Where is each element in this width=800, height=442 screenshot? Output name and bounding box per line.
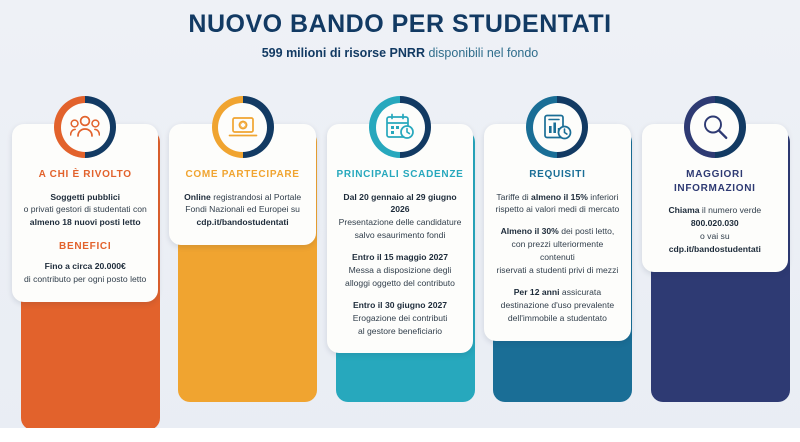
card-icon-badge — [54, 96, 116, 158]
card-heading: REQUISITI — [529, 169, 586, 180]
magnifier-icon — [690, 103, 739, 152]
card-paragraph: Per 12 anni assicurata destinazione d'uso prevalente dell'immobile a studentato — [500, 286, 615, 323]
card-text — [21, 191, 149, 230]
subtitle-highlight: 599 milioni di risorse PNRR — [261, 46, 425, 60]
page-subtitle — [0, 46, 800, 60]
card-paragraph: Soggetti pubblici o privati gestori di studentati con almeno 18 nuovi posti letto — [23, 191, 147, 228]
card-heading: PRINCIPALI SCADENZE — [336, 169, 464, 180]
calendar-clock-icon — [376, 103, 425, 152]
card-heading: COME PARTECIPARE — [185, 169, 300, 180]
card-maggiori-informazioni — [642, 96, 788, 353]
card-paragraph: Tariffe di almeno il 15% inferiori rispetto ai valori medi di mercato — [495, 191, 620, 215]
card-heading: A CHI È RIVOLTO — [38, 169, 132, 180]
laptop-icon — [218, 103, 267, 152]
card-paragraph: Online registrandosi al Portale Fondi Nazionali ed Europei su cdp.it/bandostudentati — [184, 191, 302, 228]
card-a-chi-e-rivolto — [12, 96, 158, 353]
card-paragraph: Fino a circa 20.000€ di contributo per ogni posto letto — [24, 261, 147, 285]
card-icon-badge — [369, 96, 431, 158]
page-title: NUOVO BANDO PER STUDENTATI — [188, 10, 612, 38]
card-icon-badge — [684, 96, 746, 158]
card-principali-scadenze — [327, 96, 473, 353]
card-icon-badge — [212, 96, 274, 158]
subtitle-rest: disponibili nel fondo — [424, 46, 539, 60]
card-icon-badge — [526, 96, 588, 158]
card-sub-text — [21, 260, 149, 286]
card-body — [327, 124, 473, 353]
bottom-bar — [0, 428, 800, 442]
card-text — [178, 191, 306, 230]
card-requisiti — [484, 96, 630, 353]
card-heading: MAGGIORI INFORMAZIONI — [673, 169, 756, 194]
card-text — [651, 204, 779, 256]
card-sub-heading: BENEFICI — [59, 241, 112, 253]
card-come-partecipare — [169, 96, 315, 353]
cards-row — [0, 96, 800, 353]
card-paragraph: Entro il 30 giugno 2027 Erogazione dei contributi al gestore beneficiario — [352, 299, 448, 336]
report-clock-icon — [533, 103, 582, 152]
card-paragraph: Chiama il numero verde 800.020.030 o vai su cdp.it/bandostudentati — [668, 205, 762, 254]
card-paragraph: Dal 20 gennaio al 29 giugno 2026 Presentazione delle candidature salvo esaurimento fondi — [338, 191, 462, 241]
header — [0, 0, 800, 60]
card-paragraph: Entro il 15 maggio 2027 Messa a disposizione degli alloggi oggetto del contributo — [345, 252, 455, 288]
people-icon — [61, 103, 110, 152]
card-text — [336, 191, 464, 338]
card-paragraph: Almeno il 30% dei posti letto, con prezzi ulteriormente contenuti riservati a studenti privi di mezzi — [496, 226, 619, 275]
card-text — [493, 191, 621, 325]
